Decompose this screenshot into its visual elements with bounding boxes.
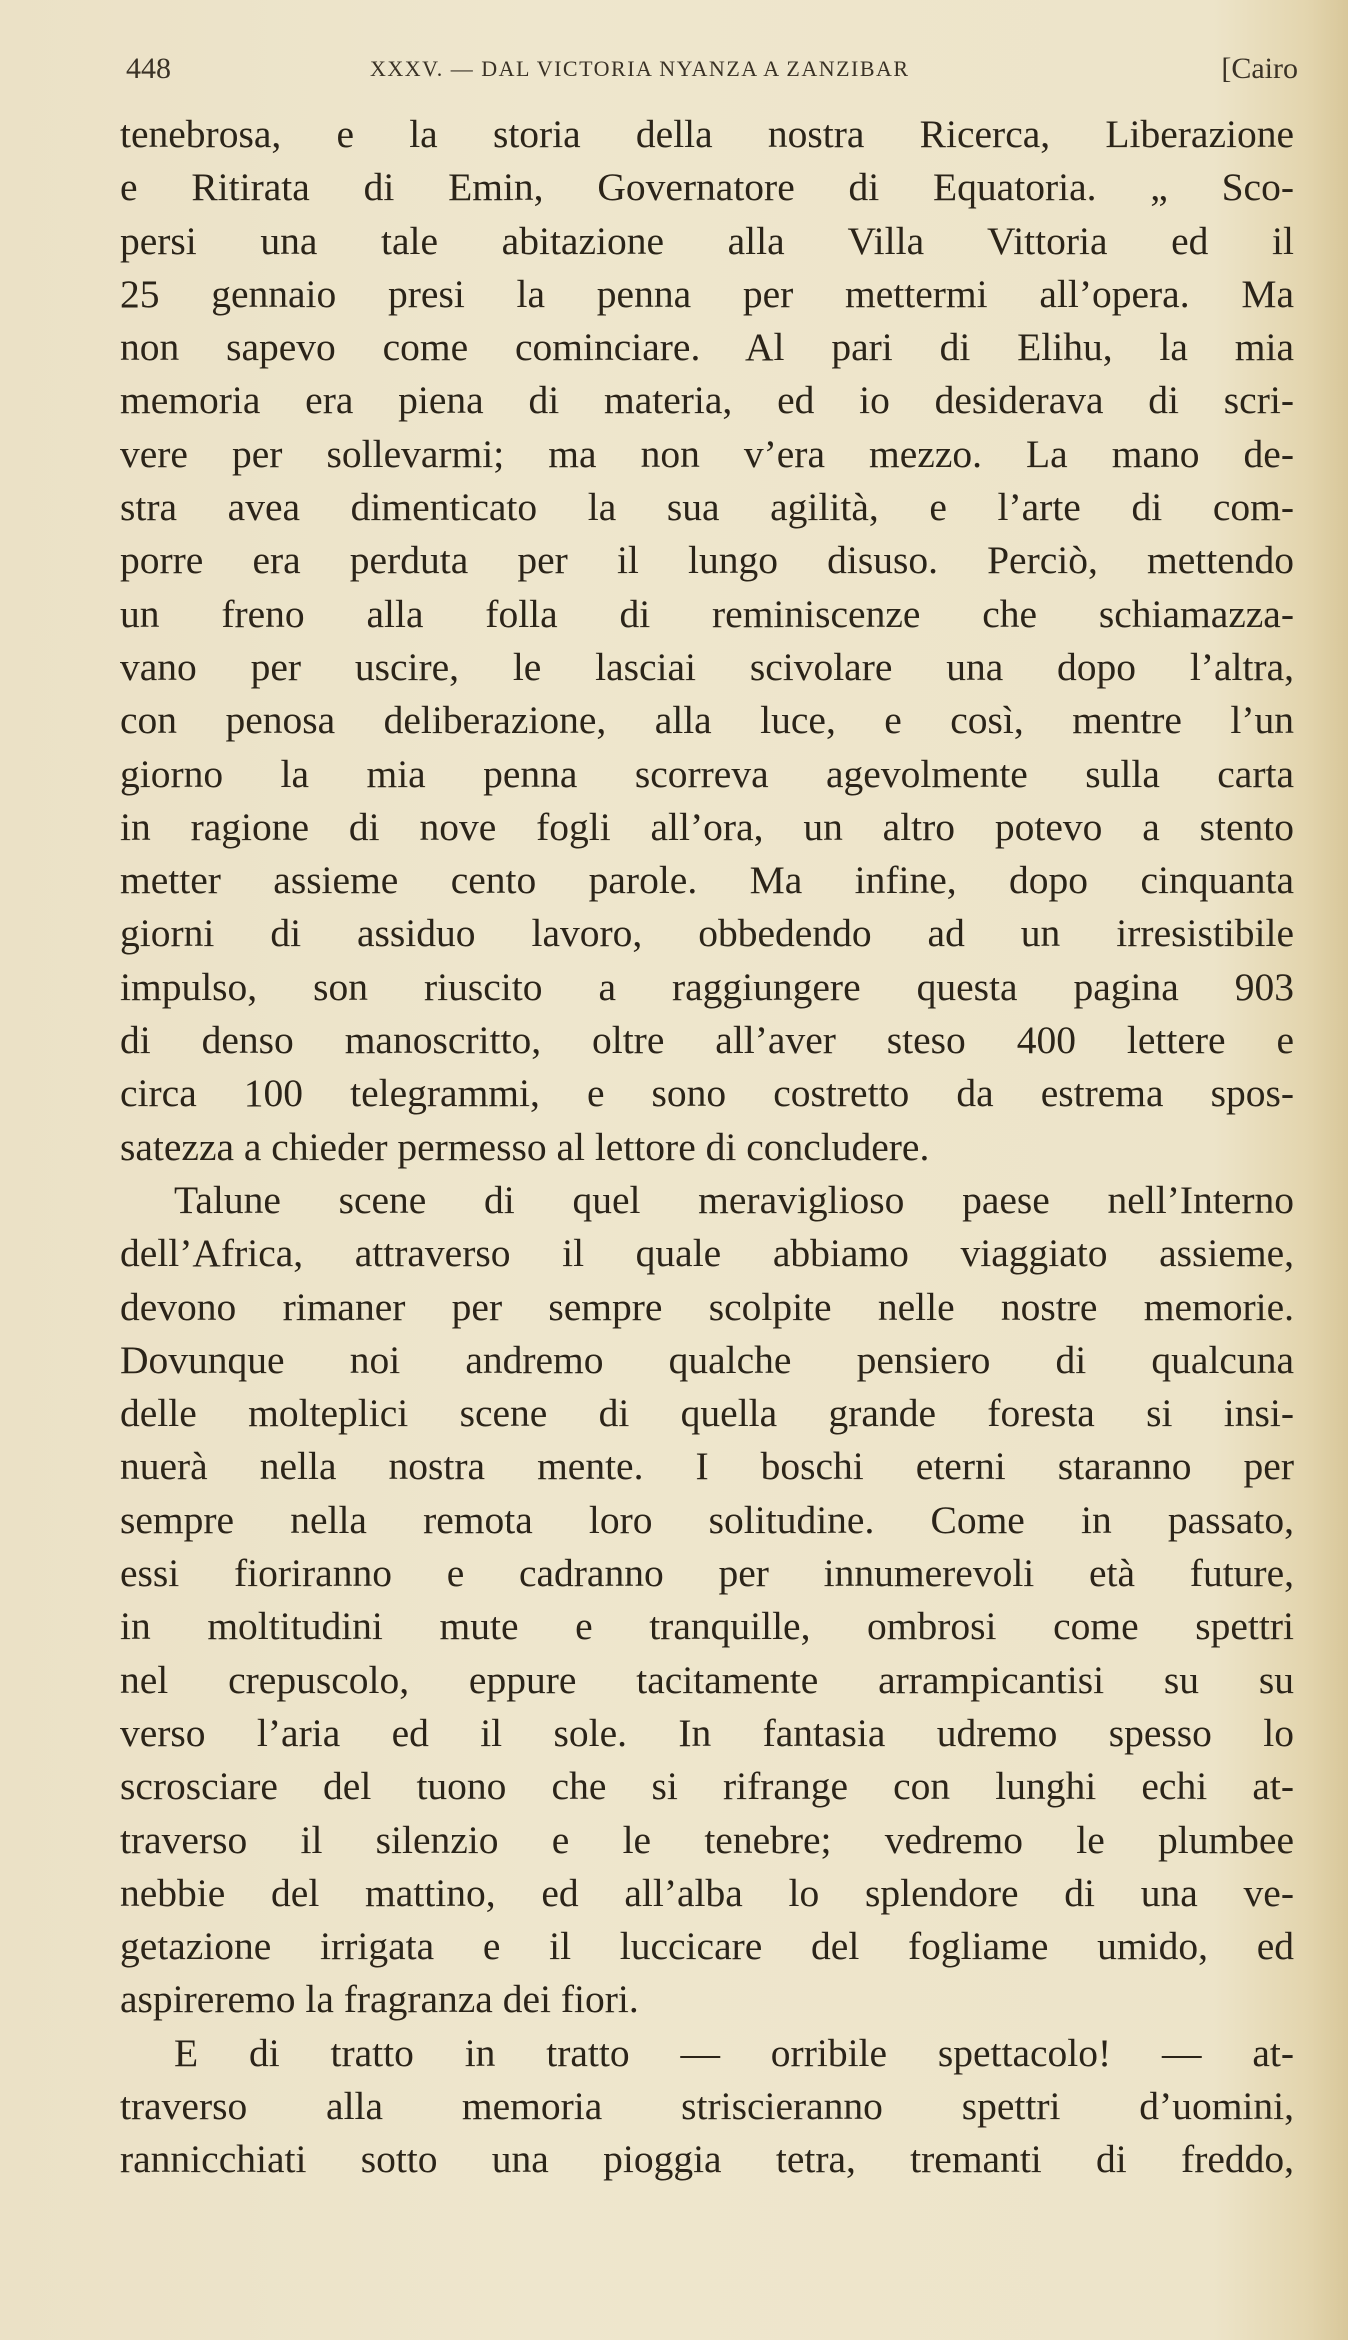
- text-line: scrosciare del tuono che si rifrange con lunghi echi at-: [120, 1764, 1294, 1809]
- text-line: non sapevo come cominciare. Al pari di Elihu, la mia: [120, 325, 1294, 370]
- text-line: E di tratto in tratto — orribile spettacolo! — at-: [174, 2030, 1294, 2075]
- text-line: delle molteplici scene di quella grande foresta si insi-: [120, 1391, 1294, 1436]
- page-number: 448: [126, 52, 171, 85]
- text-line: dell’Africa, attraverso il quale abbiamo viaggiato assieme,: [120, 1231, 1294, 1276]
- paragraph: [120, 108, 1294, 1174]
- text-line: nebbie del mattino, ed all’alba lo splendore di una ve-: [120, 1870, 1294, 1915]
- text-line: in ragione di nove fogli all’ora, un altro potevo a stento: [120, 804, 1294, 849]
- text-line: satezza a chieder permesso al lettore di concludere.: [120, 1124, 930, 1169]
- text-line: sempre nella remota loro solitudine. Come in passato,: [120, 1497, 1294, 1542]
- body-text: [120, 108, 1294, 2187]
- text-line: in moltitudini mute e tranquille, ombrosi come spettri: [120, 1604, 1294, 1649]
- paragraph: [120, 1174, 1294, 2027]
- text-line: traverso il silenzio e le tenebre; vedremo le plumbee: [120, 1817, 1294, 1862]
- text-line: giorni di assiduo lavoro, obbedendo ad un irresistibile: [120, 911, 1294, 956]
- text-line: tenebrosa, e la storia della nostra Ricerca, Liberazione: [120, 112, 1294, 156]
- text-line: traverso alla memoria striscieranno spettri d’uomini,: [120, 2083, 1294, 2128]
- text-line: Dovunque noi andremo qualche pensiero di qualcuna: [120, 1337, 1294, 1382]
- text-line: essi fioriranno e cadranno per innumerevoli età future,: [120, 1551, 1294, 1596]
- running-header: [118, 52, 1298, 92]
- text-line: stra avea dimenticato la sua agilità, e l’arte di com-: [120, 485, 1294, 530]
- text-line: verso l’aria ed il sole. In fantasia udremo spesso lo: [120, 1710, 1294, 1755]
- paragraph: [120, 2027, 1294, 2187]
- text-line: e Ritirata di Emin, Governatore di Equatoria. „ Sco-: [120, 165, 1294, 210]
- running-title: XXXV. — DAL VICTORIA NYANZA A ZANZIBAR: [370, 56, 910, 81]
- text-line: un freno alla folla di reminiscenze che schiamazza-: [120, 591, 1294, 636]
- text-line: getazione irrigata e il luccicare del fogliame umido, ed: [120, 1924, 1294, 1969]
- text-line: vano per uscire, le lasciai scivolare una dopo l’altra,: [120, 644, 1294, 689]
- text-line: 25 gennaio presi la penna per mettermi all’opera. Ma: [120, 271, 1294, 316]
- text-line: rannicchiati sotto una pioggia tetra, tremanti di freddo,: [120, 2137, 1294, 2182]
- text-line: impulso, son riuscito a raggiungere questa pagina 903: [120, 964, 1294, 1009]
- text-line: di denso manoscritto, oltre all’aver steso 400 lettere e: [120, 1018, 1294, 1063]
- running-location: [Cairo: [1221, 52, 1298, 85]
- text-line: Talune scene di quel meraviglioso paese nell’Interno: [174, 1177, 1294, 1222]
- text-line: porre era perduta per il lungo disuso. Perciò, mettendo: [120, 538, 1294, 583]
- text-line: aspireremo la fragranza dei fiori.: [120, 1977, 639, 2022]
- text-line: memoria era piena di materia, ed io desiderava di scri-: [120, 378, 1294, 423]
- text-line: vere per sollevarmi; ma non v’era mezzo. La mano de-: [120, 431, 1294, 476]
- text-line: nel crepuscolo, eppure tacitamente arrampicantisi su su: [120, 1657, 1294, 1702]
- text-line: nuerà nella nostra mente. I boschi eterni staranno per: [120, 1444, 1294, 1489]
- text-line: metter assieme cento parole. Ma infine, dopo cinquanta: [120, 858, 1294, 903]
- text-line: giorno la mia penna scorreva agevolmente sulla carta: [120, 751, 1294, 796]
- text-line: circa 100 telegrammi, e sono costretto da estrema spos-: [120, 1071, 1294, 1116]
- text-line: con penosa deliberazione, alla luce, e così, mentre l’un: [120, 698, 1294, 743]
- text-line: persi una tale abitazione alla Villa Vittoria ed il: [120, 218, 1294, 263]
- text-line: devono rimaner per sempre scolpite nelle nostre memorie.: [120, 1284, 1294, 1329]
